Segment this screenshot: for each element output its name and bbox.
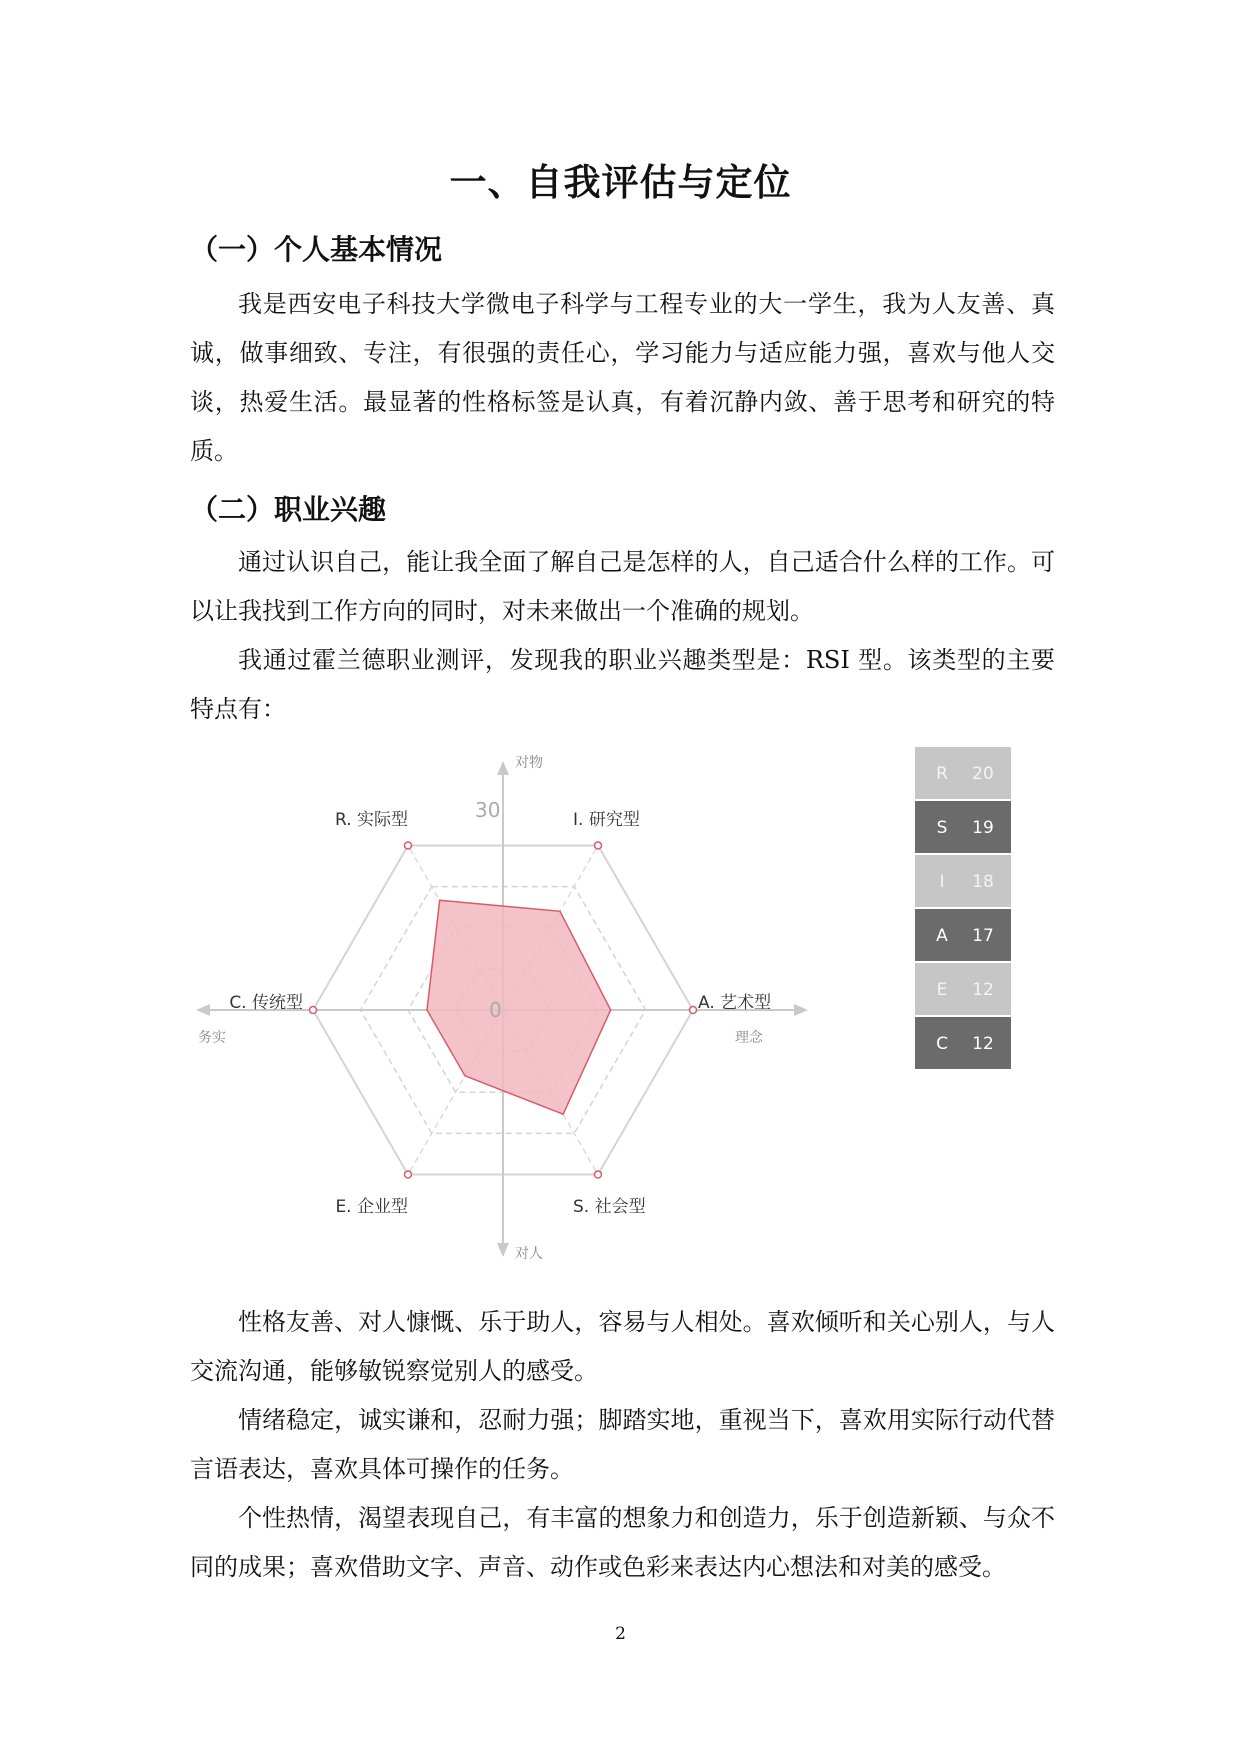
ranking-type-r: R [936, 764, 948, 784]
ranking-row-r [915, 747, 1011, 799]
ranking-score-e: 12 [972, 980, 994, 1000]
ranking-row-c [915, 1017, 1011, 1069]
page-number: 2 [615, 1624, 626, 1644]
section-heading-career-interest: （二）职业兴趣 [190, 493, 387, 526]
holland-radar-chart [190, 745, 1055, 1305]
ranking-row-a [915, 909, 1011, 961]
ranking-score-i: 18 [972, 872, 994, 892]
ranking-row-s [915, 801, 1011, 853]
ranking-score-r: 20 [972, 764, 994, 784]
paragraph-social-trait: 性格友善、对人慷慨、乐于助人，容易与人相处。喜欢倾听和关心别人，与人交流沟通，能够敏锐察觉别人的感受。 [190, 1308, 1055, 1385]
radar-vertex-i [595, 842, 602, 849]
ranking-score-a: 17 [972, 926, 994, 946]
ranking-score-s: 19 [972, 818, 994, 838]
paragraph-artistic-trait: 个性热情，渴望表现自己，有丰富的想象力和创造力，乐于创造新颖、与众不同的成果；喜欢借助文字、声音、动作或色彩来表达内心想法和对美的感受。 [190, 1504, 1055, 1581]
radar-data-area [427, 900, 611, 1114]
ranking-score-c: 12 [972, 1034, 994, 1054]
axis-arrow-top [497, 761, 509, 775]
radar-vertex-r [405, 842, 412, 849]
ranking-type-a: A [936, 926, 948, 946]
axis-label-a: A. 艺术型 [698, 993, 772, 1013]
axis-label-e: E. 企业型 [335, 1197, 408, 1217]
direction-label-left: 务实 [198, 1030, 226, 1046]
paragraph-holland-result: 我通过霍兰德职业测评，发现我的职业兴趣类型是：RSI 型。该类型的主要特点有： [190, 646, 1055, 723]
section-heading-personal-info: （一）个人基本情况 [190, 233, 443, 266]
ranking-type-e: E [936, 980, 948, 1000]
radar-vertex-c [310, 1007, 317, 1014]
ranking-row-i [915, 855, 1011, 907]
radar-vertex-e [405, 1171, 412, 1178]
scale-label-min: 0 [489, 998, 502, 1022]
ranking-type-i: I [939, 872, 945, 892]
scale-label-max: 30 [475, 798, 501, 822]
radar-vertex-s [595, 1171, 602, 1178]
direction-label-top: 对物 [515, 755, 543, 771]
axis-arrow-bottom [497, 1243, 509, 1257]
direction-label-right: 理念 [735, 1030, 763, 1046]
axis-label-c: C. 传统型 [229, 993, 303, 1013]
axis-label-s: S. 社会型 [573, 1197, 646, 1217]
paragraph-realistic-trait: 情绪稳定，诚实谦和，忍耐力强；脚踏实地，重视当下，喜欢用实际行动代替言语表达，喜欢具体可操作的任务。 [190, 1406, 1055, 1483]
direction-label-bottom: 对人 [515, 1246, 543, 1262]
ranking-row-e [915, 963, 1011, 1015]
paragraph-personal-info: 我是西安电子科技大学微电子科学与工程专业的大一学生，我为人友善、真诚，做事细致、专注，有很强的责任心，学习能力与适应能力强，喜欢与他人交谈，热爱生活。最显著的性格标签是认真，有着沉静内敛、善于思考和研究的特质。 [190, 290, 1055, 465]
axis-label-i: I. 研究型 [573, 810, 640, 830]
ranking-type-c: C [936, 1034, 948, 1054]
axis-arrow-right [794, 1004, 808, 1016]
paragraph-self-understanding: 通过认识自己，能让我全面了解自己是怎样的人，自己适合什么样的工作。可以让我找到工作方向的同时，对未来做出一个准确的规划。 [190, 548, 1055, 625]
ranking-type-s: S [936, 818, 948, 838]
radar-vertex-a [690, 1007, 697, 1014]
page-title: 一、自我评估与定位 [449, 161, 792, 204]
axis-arrow-left [196, 1004, 210, 1016]
axis-label-r: R. 实际型 [334, 810, 408, 830]
